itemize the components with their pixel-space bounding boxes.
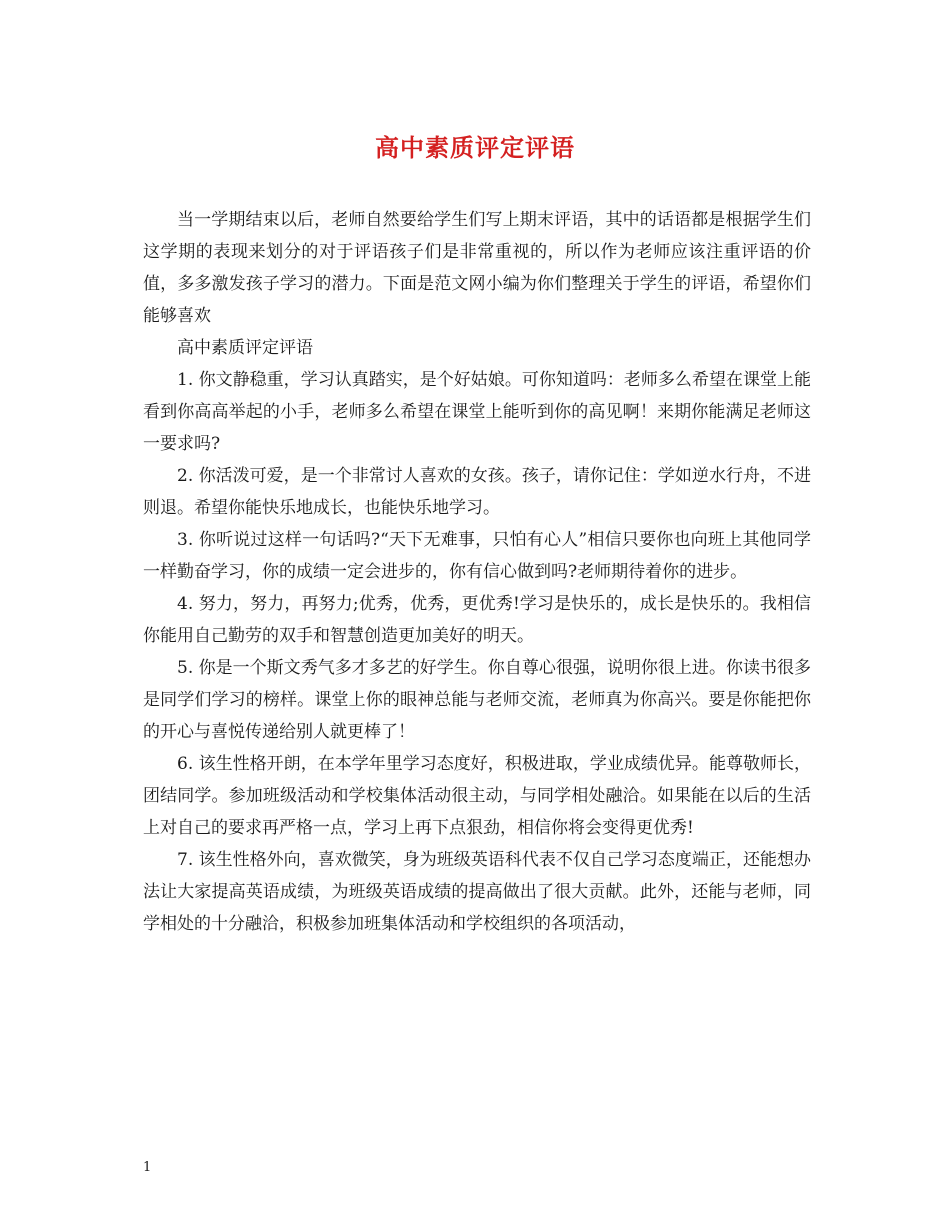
comment-paragraph-7: 7. 该生性格外向，喜欢微笑，身为班级英语科代表不仅自己学习态度端正，还能想办法让大家提高英语成绩，为班级英语成绩的提高做出了很大贡献。此外，还能与老师，同学相处的十分融洽，积极参加班集体活动和学校组织的各项活动， xyxy=(143,850,811,934)
document-body xyxy=(143,204,811,940)
comment-paragraph-5: 5. 你是一个斯文秀气多才多艺的好学生。你自尊心很强，说明你很上进。你读书很多是同学们学习的榜样。课堂上你的眼神总能与老师交流，老师真为你高兴。要是你能把你的开心与喜悦传递给别人就更棒了！ xyxy=(143,658,811,742)
comment-paragraph-1: 1. 你文静稳重，学习认真踏实，是个好姑娘。可你知道吗：老师多么希望在课堂上能看到你高高举起的小手，老师多么希望在课堂上能听到你的高见啊！来期你能满足老师这一要求吗? xyxy=(143,370,811,454)
comment-paragraph-3: 3. 你听说过这样一句话吗?“天下无难事，只怕有心人”相信只要你也向班上其他同学一样勤奋学习，你的成绩一定会进步的，你有信心做到吗?老师期待着你的进步。 xyxy=(143,530,811,582)
section-heading: 高中素质评定评语 xyxy=(177,338,313,358)
document-title: 高中素质评定评语 xyxy=(375,133,575,162)
comment-paragraph-4: 4. 努力，努力，再努力;优秀，优秀，更优秀!学习是快乐的，成长是快乐的。我相信你能用自己勤劳的双手和智慧创造更加美好的明天。 xyxy=(143,594,811,646)
comment-paragraph-6: 6. 该生性格开朗，在本学年里学习态度好，积极进取，学业成绩优异。能尊敬师长，团结同学。参加班级活动和学校集体活动很主动，与同学相处融洽。如果能在以后的生活上对自己的要求再严格一点，学习上再下点狠劲，相信你将会变得更优秀! xyxy=(143,754,811,838)
page-number: 1 xyxy=(143,1160,152,1175)
intro-paragraph: 当一学期结束以后，老师自然要给学生们写上期末评语，其中的话语都是根据学生们这学期的表现来划分的对于评语孩子们是非常重视的，所以作为老师应该注重评语的价值，多多激发孩子学习的潜力。下面是范文网小编为你们整理关于学生的评语，希望你们能够喜欢 xyxy=(143,210,811,326)
comment-paragraph-2: 2. 你活泼可爱，是一个非常讨人喜欢的女孩。孩子，请你记住：学如逆水行舟，不进则退。希望你能快乐地成长，也能快乐地学习。 xyxy=(143,466,811,518)
